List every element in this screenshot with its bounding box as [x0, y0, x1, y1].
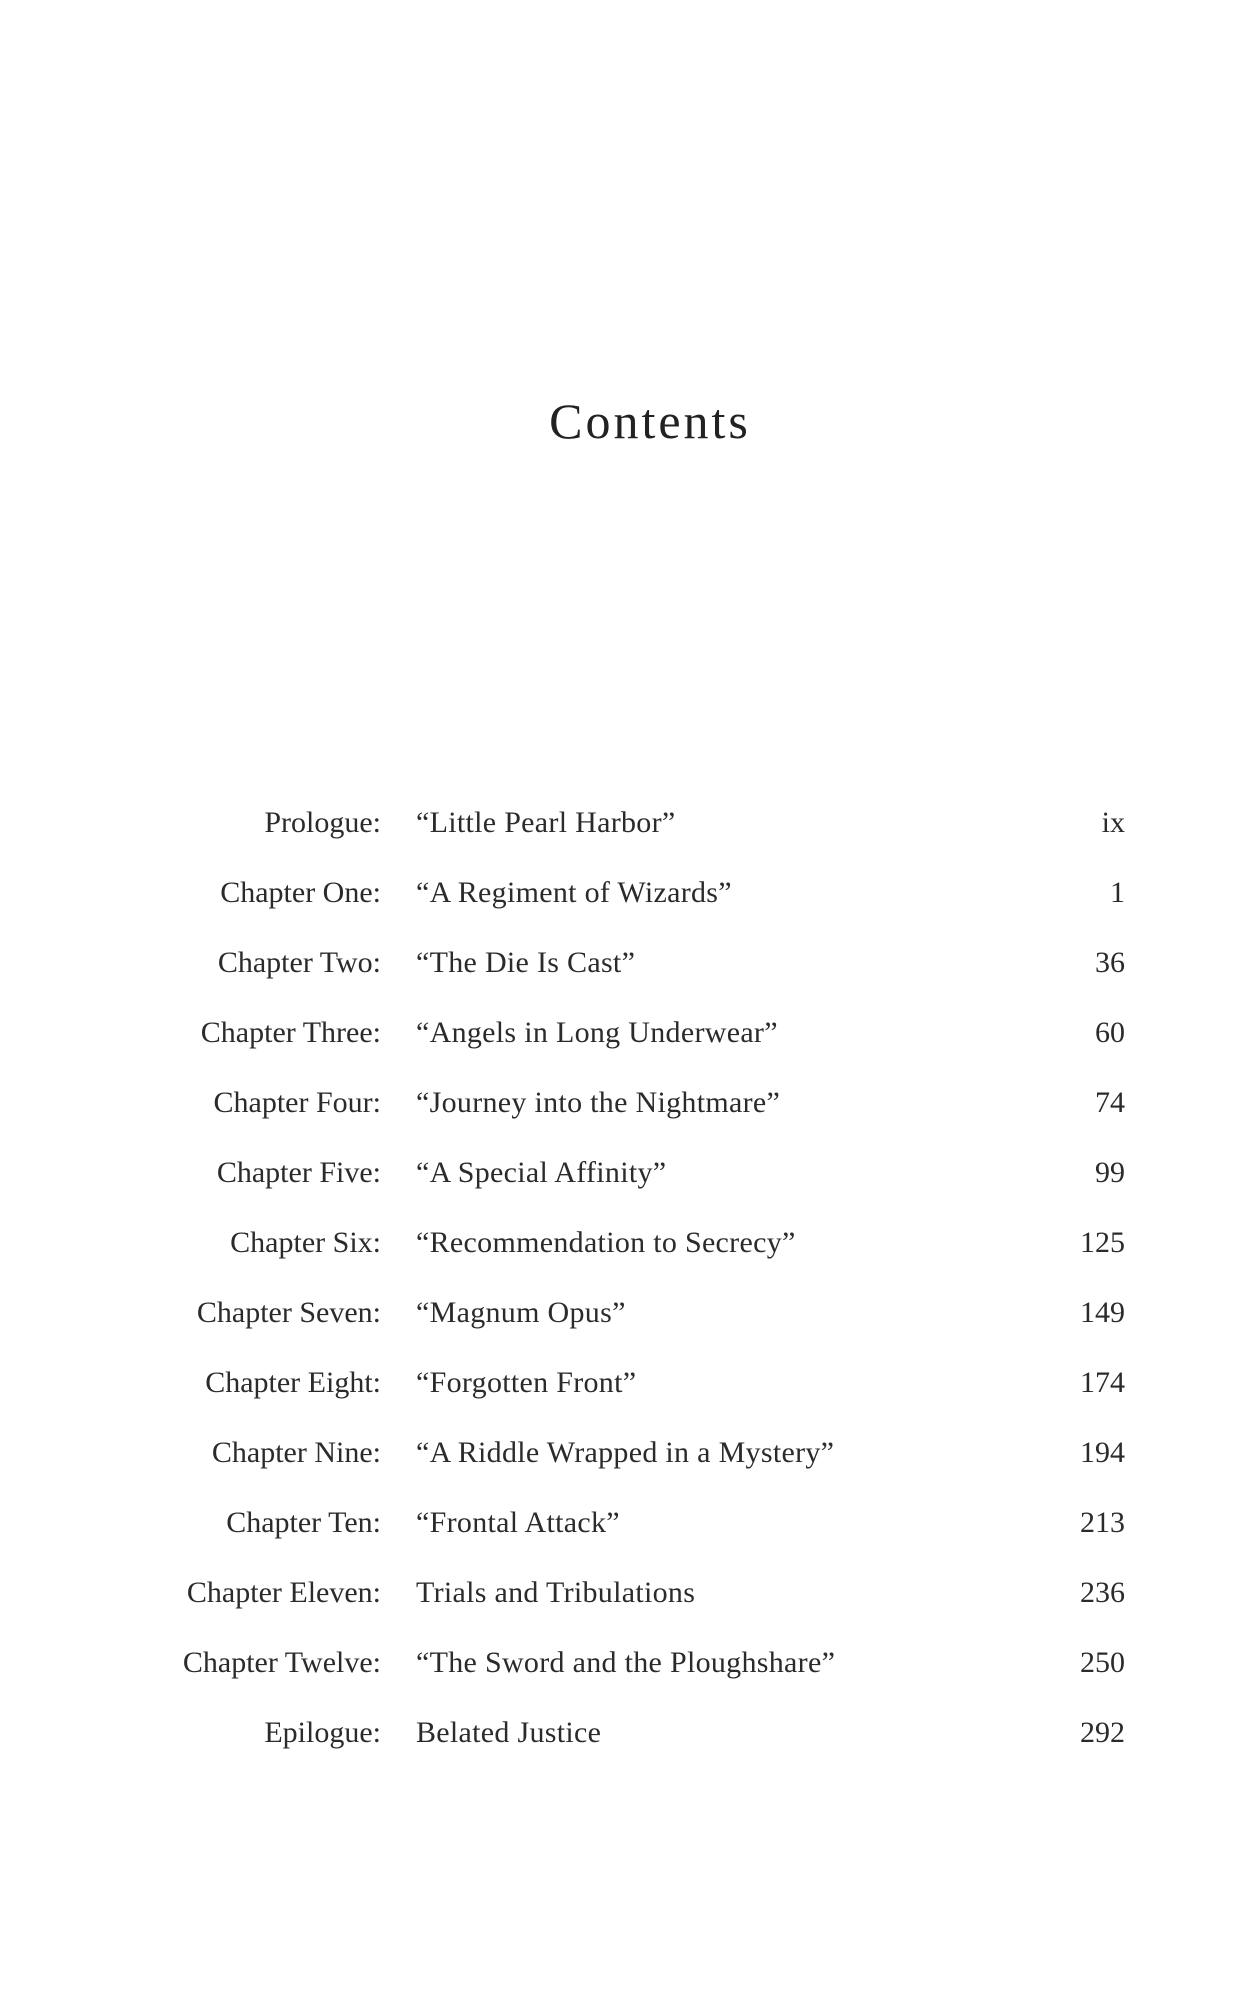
toc-entry-chapter-eight	[0, 1368, 1259, 1438]
page-title: Contents	[549, 392, 751, 449]
toc-entry-chapter-six	[0, 1228, 1259, 1298]
toc-entry-label: Chapter Twelve:	[182, 1646, 381, 1679]
toc-entry-label: Chapter Eleven:	[186, 1576, 381, 1609]
toc-entry-page-number: 250	[1080, 1646, 1125, 1679]
toc-entry-page-number: 60	[1095, 1016, 1125, 1049]
toc-entry-page-number: 36	[1095, 946, 1125, 979]
toc-entry-chapter-eleven	[0, 1578, 1259, 1648]
toc-entry-page-number: 236	[1080, 1576, 1125, 1609]
toc-entry-chapter-two	[0, 948, 1259, 1018]
toc-entry-chapter-twelve	[0, 1648, 1259, 1718]
toc-entry-label: Chapter Ten:	[226, 1506, 381, 1539]
toc-entry-title: “The Sword and the Ploughshare”	[416, 1646, 836, 1679]
toc-entry-page-number: 74	[1095, 1086, 1125, 1119]
toc-entry-chapter-one	[0, 878, 1259, 948]
toc-entry-title: “A Special Affinity”	[416, 1156, 667, 1189]
toc-entry-chapter-seven	[0, 1298, 1259, 1368]
toc-entry-title: “Journey into the Nightmare”	[416, 1086, 781, 1119]
toc-entry-prologue	[0, 808, 1259, 878]
toc-entry-title: “Little Pearl Harbor”	[416, 806, 676, 839]
toc-entry-label: Chapter Nine:	[211, 1436, 381, 1469]
toc-entry-title: “Angels in Long Underwear”	[416, 1016, 778, 1049]
toc-entry-chapter-ten	[0, 1508, 1259, 1578]
toc-entry-page-number: ix	[1101, 806, 1125, 839]
toc-entry-chapter-three	[0, 1018, 1259, 1088]
toc-entry-epilogue	[0, 1718, 1259, 1788]
toc-entry-label: Chapter Six:	[230, 1226, 381, 1259]
toc-entry-page-number: 1	[1110, 876, 1125, 909]
toc-entry-label: Chapter Seven:	[196, 1296, 381, 1329]
toc-entry-label: Epilogue:	[264, 1716, 381, 1749]
toc-entry-label: Chapter Eight:	[205, 1366, 381, 1399]
toc-entry-label: Chapter One:	[220, 876, 381, 909]
toc-entry-label: Chapter Four:	[213, 1086, 381, 1119]
toc-entry-page-number: 213	[1080, 1506, 1125, 1539]
toc-entry-title: “Recommendation to Secrecy”	[416, 1226, 796, 1259]
toc-entry-title: “A Regiment of Wizards”	[416, 876, 732, 909]
toc-entry-label: Prologue:	[264, 806, 381, 839]
toc-entry-title: “Magnum Opus”	[416, 1296, 626, 1329]
toc-entry-label: Chapter Two:	[217, 946, 381, 979]
toc-entry-page-number: 149	[1080, 1296, 1125, 1329]
toc-entry-page-number: 174	[1080, 1366, 1125, 1399]
toc-entry-chapter-five	[0, 1158, 1259, 1228]
toc-entry-page-number: 292	[1080, 1716, 1125, 1749]
toc-entry-title: “A Riddle Wrapped in a Mystery”	[416, 1436, 835, 1469]
toc-entry-title: “Frontal Attack”	[416, 1506, 620, 1539]
toc-entry-label: Chapter Five:	[216, 1156, 381, 1189]
toc-entry-page-number: 99	[1095, 1156, 1125, 1189]
toc-entry-page-number: 194	[1080, 1436, 1125, 1469]
toc-entry-chapter-nine	[0, 1438, 1259, 1508]
toc-entry-page-number: 125	[1080, 1226, 1125, 1259]
toc-entry-label: Chapter Three:	[200, 1016, 381, 1049]
toc-entry-title: Belated Justice	[416, 1716, 602, 1749]
toc-entry-title: “Forgotten Front”	[416, 1366, 637, 1399]
toc-entry-title: “The Die Is Cast”	[416, 946, 636, 979]
toc-entry-chapter-four	[0, 1088, 1259, 1158]
toc-entry-title: Trials and Tribulations	[416, 1576, 696, 1609]
